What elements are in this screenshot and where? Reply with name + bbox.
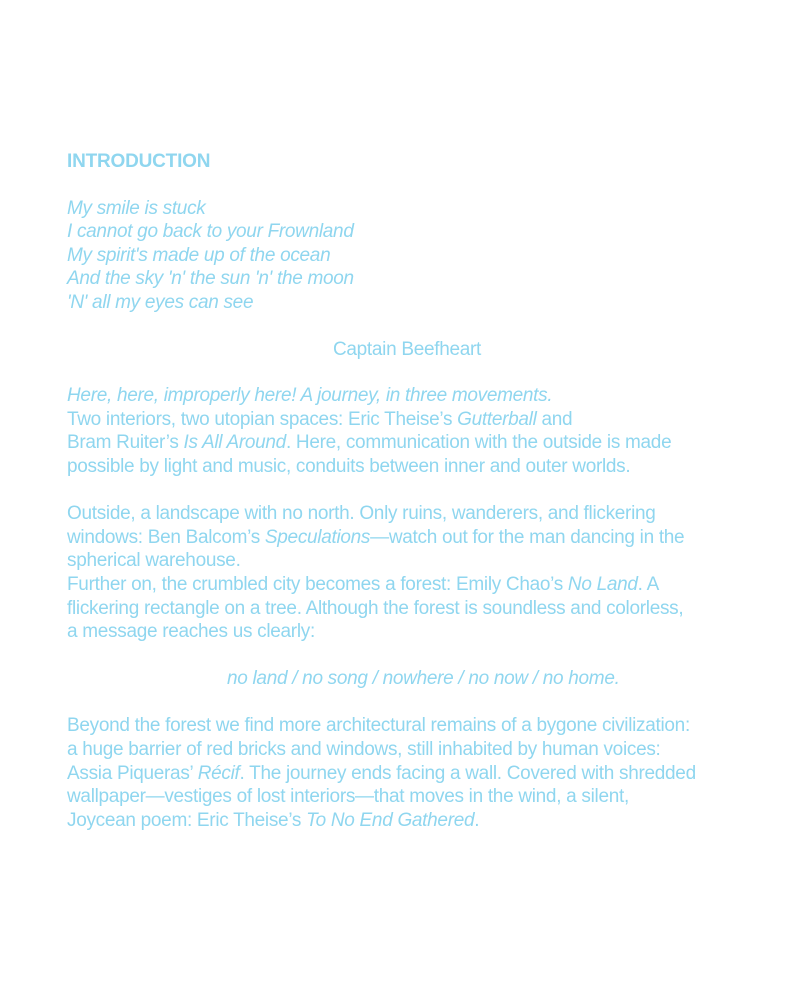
paragraph-line (67, 431, 747, 455)
paragraph-line: Beyond the forest we find more architectural remains of a bygone civilization: (67, 715, 690, 737)
poem-line: My smile is stuck (67, 197, 206, 219)
paragraph-outside (67, 502, 747, 644)
text-run: Assia Piqueras’ (67, 762, 198, 784)
text-run: —watch out for the man dancing in the (370, 526, 685, 548)
paragraph-line: possible by light and music, conduits between inner and outer worlds. (67, 455, 631, 477)
film-title: Récif (197, 762, 240, 784)
text-run: Two interiors, two utopian spaces: Eric Theise’s (67, 408, 458, 430)
text-run: Bram Ruiter’s (67, 432, 184, 454)
film-title: Is All Around (183, 432, 286, 454)
paragraph-line (67, 809, 747, 833)
paragraph-line: spherical warehouse. (67, 550, 241, 572)
paragraph-line (67, 408, 747, 432)
text-run: windows: Ben Balcom’s (67, 526, 265, 548)
text-run: . The journey ends facing a wall. Covered with shredded (239, 762, 696, 784)
text-run: . A (637, 573, 659, 595)
text-run: Further on, the crumbled city becomes a forest: Emily Chao’s (67, 573, 568, 595)
film-title: To No End Gathered (306, 809, 475, 831)
paragraph-line (67, 526, 747, 550)
epigraph-credit: Captain Beefheart (332, 338, 482, 360)
poem-line: And the sky 'n' the sun 'n' the moon (67, 268, 354, 290)
paragraph-line: Outside, a landscape with no north. Only ruins, wanderers, and flickering (67, 503, 656, 525)
document-body (67, 150, 747, 832)
text-run: and (536, 408, 573, 430)
paragraph-interiors (67, 384, 747, 478)
paragraph-line (67, 573, 747, 597)
text-run: . (474, 809, 480, 831)
quoted-message: no land / no song / nowhere / no now / no home. (227, 668, 620, 690)
paragraph-line: Here, here, improperly here! A journey, in three movements. (67, 385, 553, 407)
film-title: No Land (567, 573, 638, 595)
section-heading: INTRODUCTION (67, 151, 211, 172)
paragraph-line: a message reaches us clearly: (67, 621, 315, 643)
poem-line: My spirit's made up of the ocean (67, 244, 331, 266)
text-run: Joycean poem: Eric Theise’s (67, 809, 307, 831)
paragraph-line: wallpaper—vestiges of lost interiors—that moves in the wind, a silent, (67, 786, 629, 808)
paragraph-line: a huge barrier of red bricks and windows, still inhabited by human voices: (67, 739, 661, 761)
poem-line: I cannot go back to your Frownland (67, 221, 354, 243)
paragraph-line: flickering rectangle on a tree. Although the forest is soundless and colorless, (67, 597, 684, 619)
paragraph-line (67, 762, 747, 786)
epigraph-poem (67, 197, 747, 315)
film-title: Speculations (264, 526, 371, 548)
poem-line: 'N' all my eyes can see (67, 291, 254, 313)
text-run: . Here, communication with the outside is made (285, 432, 672, 454)
film-title: Gutterball (457, 408, 537, 430)
paragraph-beyond (67, 714, 747, 832)
